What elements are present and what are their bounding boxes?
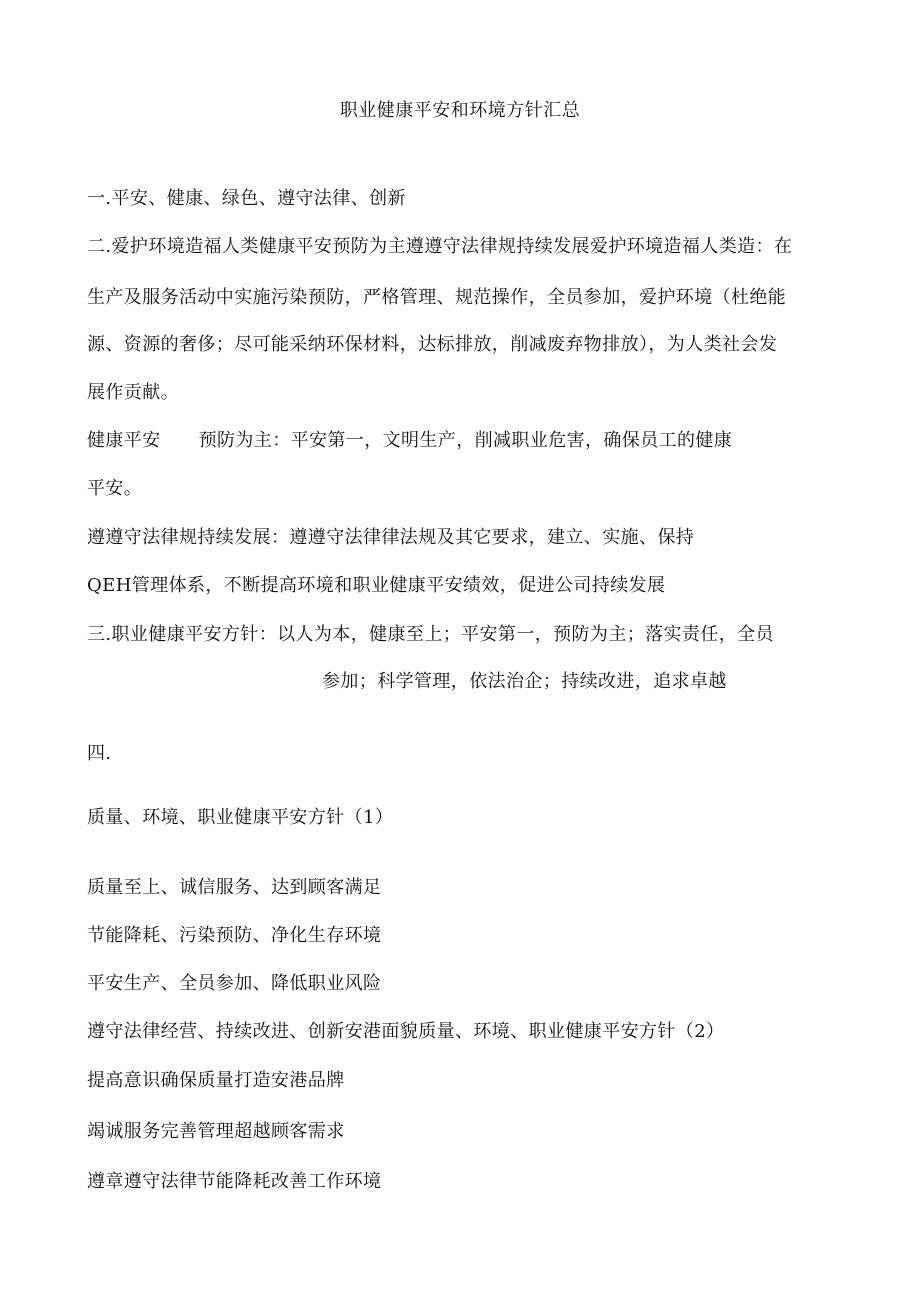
policy-1-line-1: 质量至上、诚信服务、达到顾客满足 [87,877,382,898]
policy-2-line-1: 提高意识确保质量打造安港品牌 [87,1070,345,1091]
page-title: 职业健康平安和环境方针汇总 [339,100,581,121]
policy-2-line-3: 遵章遵守法律节能降耗改善工作环境 [87,1171,382,1192]
policy-1-title: 质量、环境、职业健康平安方针（1） [87,807,394,828]
policy-2-line-2: 竭诚服务完善管理超越顾客需求 [87,1121,345,1142]
health-safety-text: 预防为主：平安第一，文明生产，削减职业危害，确保员工的健康 [198,430,733,451]
health-safety-line [87,429,732,453]
item-2-line-1: 二.爱护环境造福人类健康平安预防为主遵遵守法律规持续发展爱护环境造福人类造：在 [87,236,793,257]
item-3-line-1: 三.职业健康平安方针：以人为本，健康至上；平安第一，预防为主；落实责任，全员 [87,624,774,645]
item-3-line-2: 参加；科学管理，依法治企；持续改进，追求卓越 [322,671,727,692]
policy-1-line-3: 平安生产、全员参加、降低职业风险 [87,973,382,994]
health-safety-label: 健康平安 [87,430,161,451]
policy-1-line-2: 节能降耗、污染预防、净化生存环境 [87,925,382,946]
item-2-line-4: 展作贡献。 [87,382,179,403]
item-2-line-3: 源、资源的奢侈；尽可能采纳环保材料，达标排放，削减废弃物排放），为人类社会发 [87,334,778,355]
health-safety-continuation: 平安。 [87,478,143,499]
law-line-2: QEH管理体系，不断提高环境和职业健康平安绩效，促进公司持续发展 [87,575,666,596]
law-line-1: 遵遵守法律规持续发展：遵遵守法律律法规及其它要求，建立、实施、保持 [87,527,695,548]
item-2-line-2: 生产及服务活动中实施污染预防，严格管理、规范操作，全员参加，爱护环境（杜绝能 [87,287,787,308]
item-1: 一.平安、健康、绿色、遵守法律、创新 [87,188,406,209]
item-4: 四. [87,743,112,764]
policy-1-line-4: 遵守法律经营、持续改进、创新安港面貌质量、环境、职业健康平安方针（2） [87,1021,725,1042]
